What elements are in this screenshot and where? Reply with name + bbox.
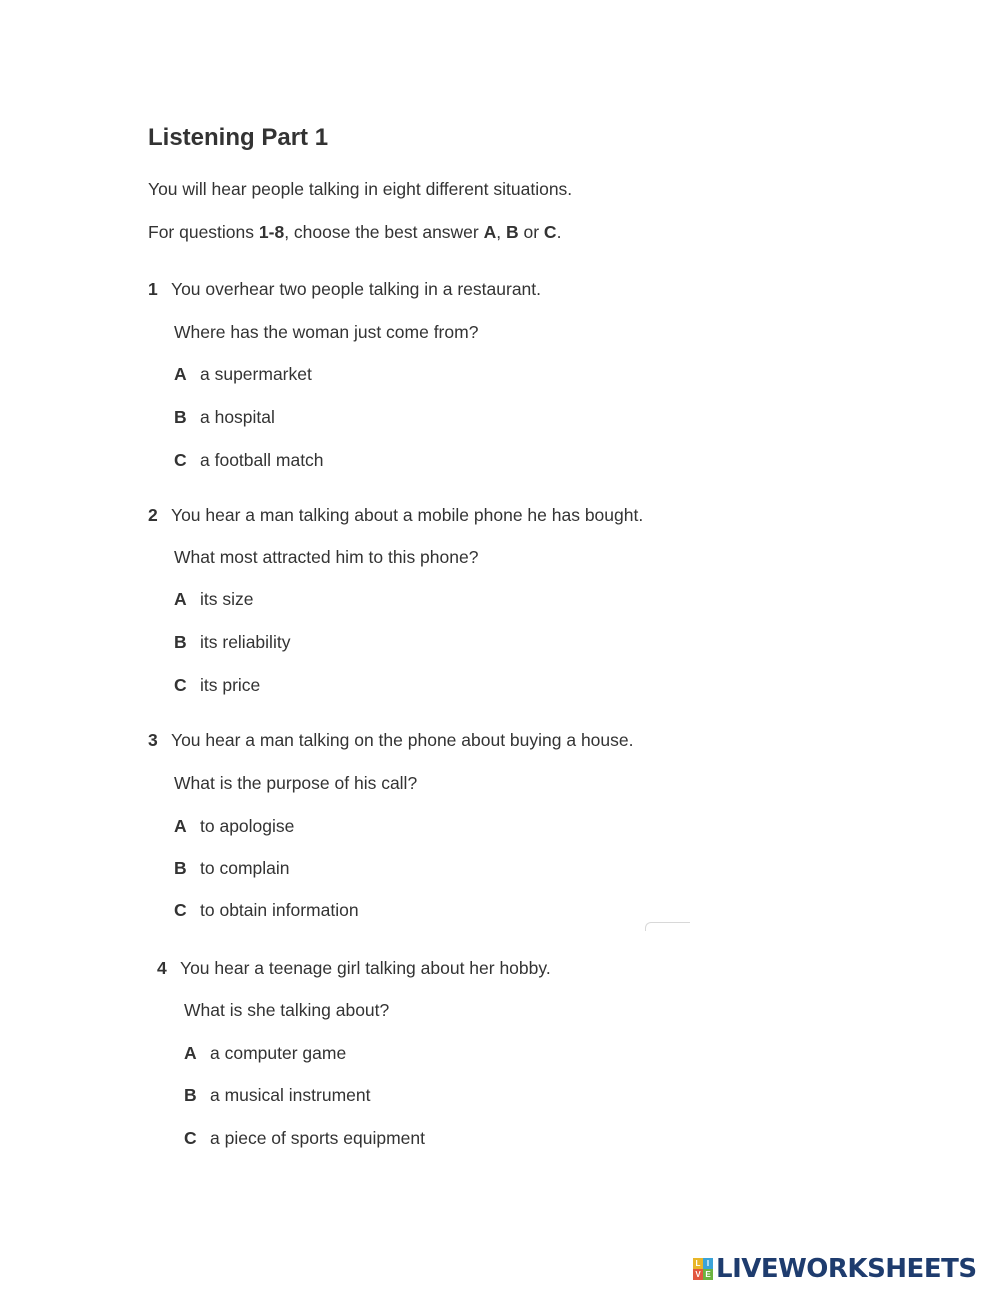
intro-line-2 xyxy=(148,222,561,243)
intro-letter-c: C xyxy=(543,222,557,242)
question-3-option-b[interactable] xyxy=(174,858,290,879)
question-number: 3 xyxy=(148,730,158,750)
intro-text: . xyxy=(556,222,562,242)
option-text: its price xyxy=(200,675,261,695)
logo-icon-cell: I xyxy=(703,1258,713,1269)
question-4-option-b[interactable] xyxy=(184,1085,370,1106)
option-letter: A xyxy=(174,589,187,609)
liveworksheets-logo-icon xyxy=(693,1258,713,1280)
question-2-option-c[interactable] xyxy=(174,675,260,696)
option-letter: A xyxy=(184,1043,197,1063)
option-text: a computer game xyxy=(210,1043,347,1063)
question-3-situation xyxy=(148,730,634,751)
question-1-situation xyxy=(148,279,541,300)
option-letter: C xyxy=(174,900,187,920)
option-text: its reliability xyxy=(200,632,291,652)
logo-icon-cell: V xyxy=(693,1269,703,1280)
question-1-option-a[interactable] xyxy=(174,364,312,385)
logo-icon-cell: L xyxy=(693,1258,703,1269)
option-text: a football match xyxy=(200,450,324,470)
question-1-option-c[interactable] xyxy=(174,450,324,471)
option-letter: A xyxy=(174,816,187,836)
intro-text: or xyxy=(518,222,544,242)
intro-letter-b: B xyxy=(505,222,519,242)
question-2-option-b[interactable] xyxy=(174,632,290,653)
option-text: to complain xyxy=(200,858,290,878)
option-letter: C xyxy=(174,450,187,470)
question-2-option-a[interactable] xyxy=(174,589,253,610)
situation-text: You hear a man talking about a mobile phone he has bought. xyxy=(171,505,644,525)
option-letter: C xyxy=(184,1128,197,1148)
option-text: a musical instrument xyxy=(210,1085,371,1105)
option-text: a supermarket xyxy=(200,364,312,384)
option-letter: C xyxy=(174,675,187,695)
question-3-option-a[interactable] xyxy=(174,816,294,837)
question-4-option-c[interactable] xyxy=(184,1128,425,1149)
question-number: 2 xyxy=(148,505,158,525)
liveworksheets-logo[interactable] xyxy=(693,1252,977,1286)
option-letter: B xyxy=(184,1085,197,1105)
intro-text: For questions xyxy=(148,222,259,242)
intro-range: 1-8 xyxy=(258,222,285,242)
option-letter: B xyxy=(174,632,187,652)
question-4-situation xyxy=(157,958,551,979)
intro-line-1: You will hear people talking in eight different situations. xyxy=(148,179,573,199)
question-4-option-a[interactable] xyxy=(184,1043,346,1064)
page-title: Listening Part 1 xyxy=(148,124,329,151)
liveworksheets-logo-text: LIVEWORKSHEETS xyxy=(716,1254,977,1284)
option-text: a hospital xyxy=(200,407,275,427)
option-letter: B xyxy=(174,407,187,427)
question-number: 4 xyxy=(157,958,167,978)
question-2-situation xyxy=(148,505,643,526)
option-letter: A xyxy=(174,364,187,384)
page-divider-mark xyxy=(645,922,690,931)
intro-text: , choose the best answer xyxy=(284,222,484,242)
question-3-option-c[interactable] xyxy=(174,900,359,921)
situation-text: You overhear two people talking in a restaurant. xyxy=(171,279,542,299)
option-text: to apologise xyxy=(200,816,295,836)
intro-letter-a: A xyxy=(483,222,497,242)
question-number: 1 xyxy=(148,279,158,299)
option-text: to obtain information xyxy=(200,900,359,920)
option-text: its size xyxy=(200,589,254,609)
question-1-option-b[interactable] xyxy=(174,407,275,428)
question-3-prompt: What is the purpose of his call? xyxy=(174,773,418,793)
question-1-prompt: Where has the woman just come from? xyxy=(174,322,479,342)
option-text: a piece of sports equipment xyxy=(210,1128,425,1148)
option-letter: B xyxy=(174,858,187,878)
question-4-prompt: What is she talking about? xyxy=(184,1000,390,1020)
question-2-prompt: What most attracted him to this phone? xyxy=(174,547,479,567)
situation-text: You hear a teenage girl talking about her hobby. xyxy=(180,958,551,978)
logo-icon-cell: E xyxy=(703,1269,713,1280)
intro-text: , xyxy=(496,222,506,242)
situation-text: You hear a man talking on the phone about buying a house. xyxy=(171,730,634,750)
